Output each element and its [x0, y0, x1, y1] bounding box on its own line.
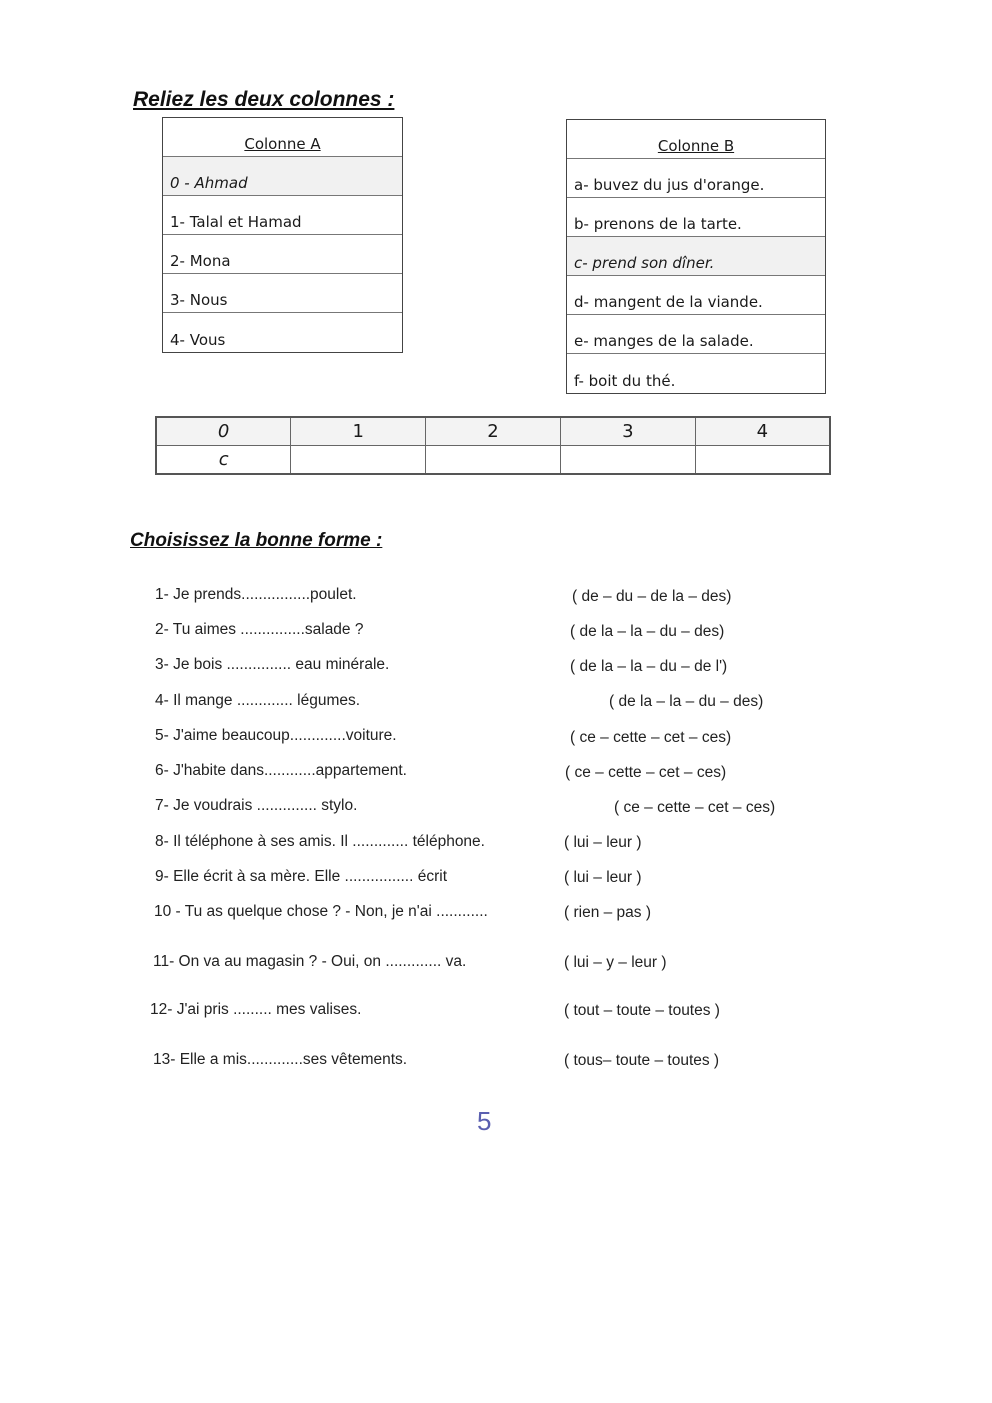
question-text: 10 - Tu as quelque chose ? - Non, je n'ai ............	[154, 903, 488, 920]
colonne-a-item: 0 - Ahmad	[163, 157, 402, 196]
question-options: ( lui – leur )	[564, 869, 642, 886]
answer-header-cell: 3	[560, 417, 695, 446]
colonne-a-item: 2- Mona	[163, 235, 402, 274]
answer-cell: c	[156, 446, 291, 475]
colonne-b-header: Colonne B	[567, 120, 825, 159]
question-options: ( lui – leur )	[564, 834, 642, 851]
answer-table	[155, 416, 831, 475]
colonne-b-item: d- mangent de la viande.	[567, 276, 825, 315]
colonne-b-item: c- prend son dîner.	[567, 237, 825, 276]
colonne-a-item: 1- Talal et Hamad	[163, 196, 402, 235]
question-options: ( tous– toute – toutes )	[564, 1052, 720, 1069]
section2-title: Choisissez la bonne forme :	[130, 530, 383, 551]
question-text: 13- Elle a mis.............ses vêtements.	[153, 1051, 408, 1068]
answer-cell[interactable]	[695, 446, 830, 475]
section1-title: Reliez les deux colonnes :	[133, 88, 395, 111]
colonne-b-item: f- boit du thé.	[574, 372, 676, 390]
question-text: 1- Je prends................poulet.	[155, 586, 357, 603]
answer-table-header-row	[156, 417, 830, 446]
question-text: 6- J'habite dans............appartement.	[155, 762, 407, 779]
question-text: 7- Je voudrais .............. stylo.	[155, 797, 358, 814]
colonne-b-item: a- buvez du jus d'orange.	[567, 159, 825, 198]
colonne-b-box	[566, 119, 826, 394]
question-options: ( tout – toute – toutes )	[564, 1002, 720, 1019]
question-text: 4- Il mange ............. légumes.	[155, 692, 361, 709]
question-text: 11- On va au magasin ? - Oui, on ............. va.	[153, 953, 467, 970]
question-options: ( lui – y – leur )	[564, 954, 667, 971]
colonne-a-item: 3- Nous	[163, 274, 402, 313]
question-options: ( rien – pas )	[564, 904, 652, 921]
question-options: ( ce – cette – cet – ces)	[614, 799, 776, 816]
question-text: 9- Elle écrit à sa mère. Elle ................ écrit	[155, 868, 448, 885]
colonne-a-header: Colonne A	[163, 118, 402, 157]
question-options: ( de – du – de la – des)	[572, 588, 732, 605]
answer-header-cell: 1	[291, 417, 426, 446]
page-number: 5	[477, 1106, 492, 1136]
question-text: 12- J'ai pris ......... mes valises.	[150, 1001, 362, 1018]
question-text: 5- J'aime beaucoup.............voiture.	[155, 727, 397, 744]
answer-cell[interactable]	[560, 446, 695, 475]
answer-header-cell: 4	[695, 417, 830, 446]
answer-header-cell: 2	[426, 417, 561, 446]
question-text: 3- Je bois ............... eau minérale.	[155, 656, 390, 673]
question-options: ( ce – cette – cet – ces)	[570, 729, 732, 746]
answer-cell[interactable]	[426, 446, 561, 475]
colonne-a-item: 4- Vous	[170, 331, 226, 349]
question-text: 2- Tu aimes ...............salade ?	[155, 621, 364, 638]
colonne-b-item: e- manges de la salade.	[567, 315, 825, 354]
question-options: ( ce – cette – cet – ces)	[565, 764, 727, 781]
question-text: 8- Il téléphone à ses amis. Il ............. téléphone.	[155, 833, 485, 850]
question-options: ( de la – la – du – de l')	[570, 658, 728, 675]
answer-header-cell: 0	[156, 417, 291, 446]
colonne-b-item: b- prenons de la tarte.	[567, 198, 825, 237]
answer-table-answer-row	[156, 446, 830, 475]
answer-cell[interactable]	[291, 446, 426, 475]
colonne-a-box	[162, 117, 403, 353]
question-options: ( de la – la – du – des)	[570, 623, 725, 640]
question-options: ( de la – la – du – des)	[609, 693, 764, 710]
